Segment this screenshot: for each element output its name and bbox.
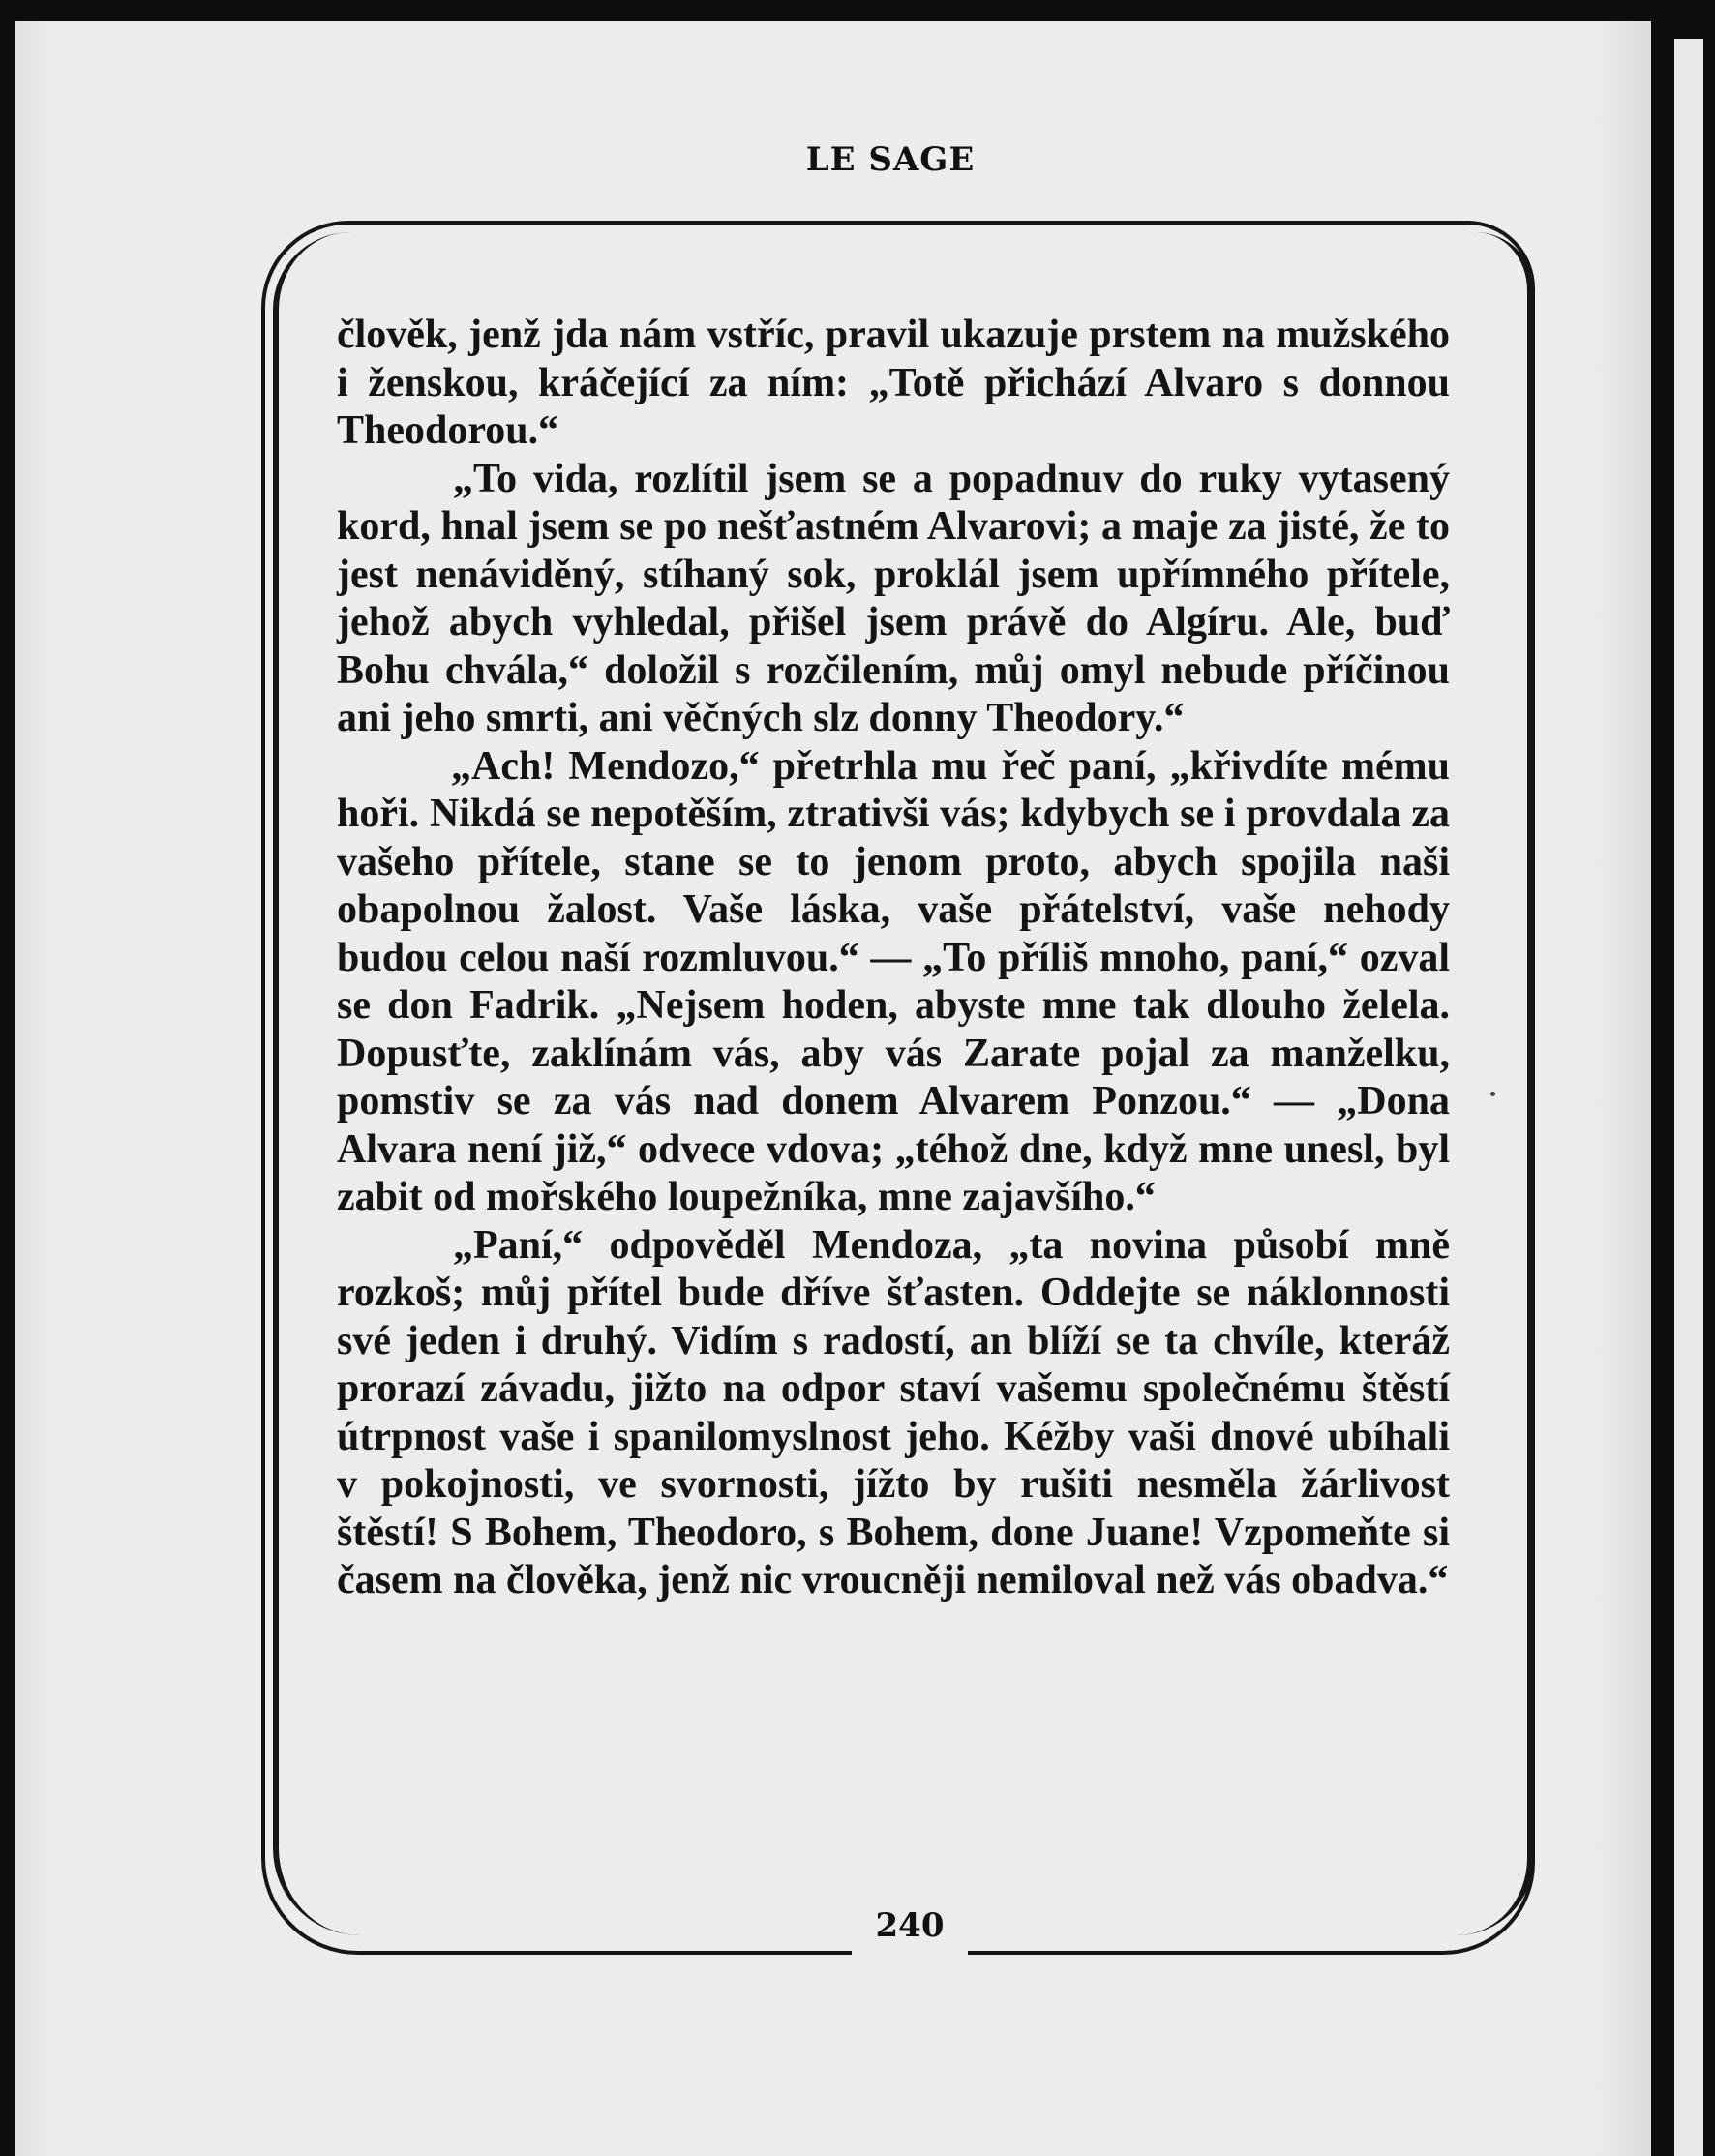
paragraph-4: „Paní,“ odpověděl Mendoza, „ta novina působí mně rozkoš; můj přítel bude dříve šťasten. Oddejte se náklonnosti své jeden i druhý. Vidím s radostí, an blíží se ta chvíle, kteráž prorazí závadu, jižto na odpor staví vašemu společnému štěstí útrpnost vaše i spanilomyslnost jeho. Kéžby vaši dnové ubíhali v pokojnosti, ve svornosti, jížto by rušiti nesměla žárlivost štěstí! S Bohem, Theodoro, s Bohem, done Juane! Vzpomeňte si časem na člověka, jenž nic vroucněji nemiloval než vás obadva.“ <box>337 1222 1450 1602</box>
body-text <box>337 312 1450 1605</box>
next-page-sliver <box>1674 39 1703 2156</box>
running-head: LE SAGE <box>805 140 976 179</box>
scan-speck <box>1490 1092 1495 1096</box>
next-page-edge <box>1651 0 1715 2156</box>
paragraph-2: „To vida, rozlítil jsem se a popadnuv do ruky vytasený kord, hnal jsem se po nešťastném Alvarovi; a maje za jisté, že to jest nenáviděný, stíhaný sok, proklál jsem upřímného přítele, jehož abych vyhledal, přišel jsem právě do Algíru. Ale, buď Bohu chvála,“ doložil s rozčilením, můj omyl nebude příčinou ani jeho smrti, ani věčných slz donny Theodory.“ <box>337 456 1450 740</box>
page-number: 240 <box>875 1906 945 1945</box>
paragraph-1: člověk, jenž jda nám vstříc, pravil ukazuje prstem na mužského i ženskou, kráčející za ním: „Totě přichází Alvaro s donnou Theodorou.“ <box>337 313 1450 453</box>
paragraph-3: „Ach! Mendozo,“ přetrhla mu řeč paní, „křivdíte mému hoři. Nikdá se nepotěším, ztrativši vás; kdybych se i provdala za vašeho přítele, stane se to jenom proto, abych spojila naši obapolnou žalost. Vaše láska, vaše přátelství, vaše nehody budou celou naší rozmluvou.“ — „To příliš mnoho, paní,“ ozval se don Fadrik. „Nejsem hoden, abyste mne tak dlouho želela. Dopusťte, zaklínám vás, aby vás Zarate pojal za manželku, pomstiv se za vás nad donem Alvarem Ponzou.“ — „Dona Alvara není již,“ odvece vdova; „téhož dne, když mne unesl, byl zabit od mořského loupežníka, mne zajavšího.“ <box>337 743 1450 1219</box>
